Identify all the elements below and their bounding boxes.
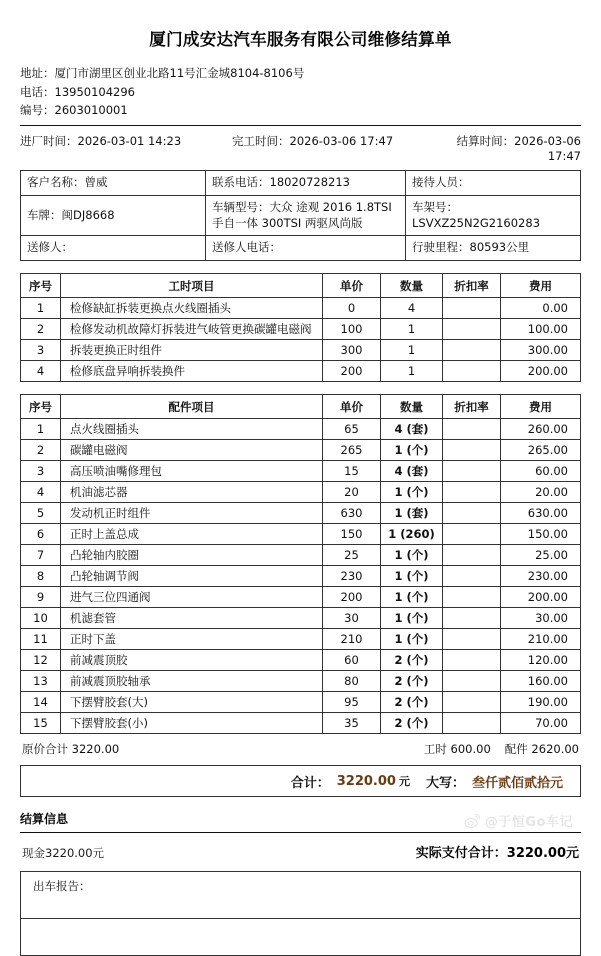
cell-name: 正时上盖总成: [61, 524, 323, 545]
cell-idx: 4: [21, 482, 61, 503]
mileage-value: 80593公里: [469, 240, 530, 255]
table-row: [21, 461, 581, 482]
cell-idx: 15: [21, 713, 61, 734]
cell-discount: [443, 340, 501, 361]
sender-label: 送修人：: [27, 240, 73, 255]
watermark: [464, 811, 573, 830]
address-value: 厦门市湖里区创业北路11号汇金城8104-8106号: [54, 66, 305, 80]
cell-discount: [443, 419, 501, 440]
table-row: [21, 713, 581, 734]
cell-fee: 100.00: [501, 319, 581, 340]
cell-idx: 11: [21, 629, 61, 650]
amount-in-words-label: 大写：: [425, 775, 465, 791]
plate-cell: [21, 195, 206, 236]
mileage-label: 行驶里程：: [412, 240, 470, 255]
cell-qty: 4 (套): [381, 461, 443, 482]
cell-qty: 1 (个): [381, 566, 443, 587]
cell-unit-price: 30: [323, 608, 381, 629]
cell-unit-price: 65: [323, 419, 381, 440]
cell-unit-price: 210: [323, 629, 381, 650]
parts-th-unit: 单价: [323, 395, 381, 419]
cell-idx: 1: [21, 419, 61, 440]
contact-phone-value: 18020728213: [269, 174, 350, 189]
labor-table-body: [21, 298, 581, 382]
settle-time-value: 2026-03-06 17:47: [514, 133, 581, 163]
cell-unit-price: 265: [323, 440, 381, 461]
settlement-section-title: 结算信息: [20, 812, 69, 827]
cell-fee: 70.00: [501, 713, 581, 734]
organization-info: [20, 64, 581, 120]
cell-name: 下摆臂胶套(小): [61, 713, 323, 734]
settle-time: [432, 133, 581, 163]
cell-discount: [443, 440, 501, 461]
cell-idx: 4: [21, 361, 61, 382]
cell-name: 检修发动机故障灯拆装进气岐管更换碳罐电磁阀: [61, 319, 323, 340]
cell-fee: 20.00: [501, 482, 581, 503]
cell-unit-price: 25: [323, 545, 381, 566]
phone-value: 13950104296: [54, 84, 135, 99]
cell-name: 拆装更换正时组件: [61, 340, 323, 361]
page-title: 厦门成安达汽车服务有限公司维修结算单: [149, 30, 452, 49]
grand-total-value: 3220.00: [336, 773, 396, 789]
labor-subtotal: 工时 600.00: [423, 742, 491, 757]
cash-line: 现金3220.00元: [22, 846, 105, 861]
grand-total-box: [20, 765, 581, 797]
parts-th-disc: 折扣率: [443, 395, 501, 419]
parts-th-idx: 序号: [21, 395, 61, 419]
table-row: [21, 298, 581, 319]
cell-fee: 30.00: [501, 608, 581, 629]
done-time-label: 完工时间：: [232, 133, 290, 148]
cell-discount: [443, 692, 501, 713]
cell-name: 点火线圈插头: [61, 419, 323, 440]
address-label: 地址：: [20, 66, 55, 80]
cell-discount: [443, 629, 501, 650]
labor-items-table: [20, 273, 581, 382]
model-label: 车辆型号：: [212, 199, 270, 214]
cell-qty: 1 (套): [381, 503, 443, 524]
cell-fee: 230.00: [501, 566, 581, 587]
parts-header-row: [21, 395, 581, 419]
time-row: [20, 126, 581, 170]
cell-fee: 60.00: [501, 461, 581, 482]
phone-label: 电话：: [20, 84, 55, 99]
table-row: [21, 587, 581, 608]
labor-th-qty: 数量: [381, 274, 443, 298]
cell-idx: 12: [21, 650, 61, 671]
cell-discount: [443, 503, 501, 524]
cell-qty: 1 (个): [381, 587, 443, 608]
cell-qty: 2 (个): [381, 650, 443, 671]
model-value: 大众 途观 2016 1.8TSI 手自一体 300TSI 两驱风尚版: [212, 199, 392, 230]
table-row: [21, 361, 581, 382]
cell-idx: 13: [21, 671, 61, 692]
settle-time-label: 结算时间：: [456, 133, 515, 148]
contact-phone-cell: [206, 170, 406, 195]
cell-discount: [443, 361, 501, 382]
cell-name: 正时下盖: [61, 629, 323, 650]
cell-qty: 1 (个): [381, 545, 443, 566]
cell-fee: 160.00: [501, 671, 581, 692]
cell-name: 高压喷油嘴修理包: [61, 461, 323, 482]
subtotal-row: [20, 734, 581, 765]
weibo-logo-icon: [464, 812, 481, 829]
vehicle-info-table: [20, 170, 581, 261]
sender-phone-cell: [206, 236, 406, 261]
cell-qty: 2 (个): [381, 671, 443, 692]
cell-idx: 3: [21, 461, 61, 482]
mileage-cell: [406, 236, 581, 261]
cell-unit-price: 200: [323, 361, 381, 382]
cell-unit-price: 95: [323, 692, 381, 713]
info-row-vehicle: [21, 195, 581, 236]
table-row: [21, 671, 581, 692]
cell-unit-price: 100: [323, 319, 381, 340]
model-cell: [206, 195, 406, 236]
table-row: [21, 608, 581, 629]
dispatch-report-box: [20, 871, 581, 919]
info-row-customer: [21, 170, 581, 195]
cell-qty: 4: [381, 298, 443, 319]
table-row: [21, 524, 581, 545]
cell-fee: 200.00: [501, 587, 581, 608]
table-row: [21, 419, 581, 440]
table-row: [21, 566, 581, 587]
cell-fee: 300.00: [501, 340, 581, 361]
cell-fee: 0.00: [501, 298, 581, 319]
cell-fee: 150.00: [501, 524, 581, 545]
done-time: [232, 133, 432, 163]
cell-unit-price: 80: [323, 671, 381, 692]
table-row: [21, 545, 581, 566]
cell-idx: 7: [21, 545, 61, 566]
plate-label: 车牌：: [27, 207, 62, 222]
cell-qty: 1: [381, 340, 443, 361]
cell-discount: [443, 524, 501, 545]
cell-discount: [443, 482, 501, 503]
sender-cell: [21, 236, 206, 261]
cell-unit-price: 200: [323, 587, 381, 608]
cell-discount: [443, 461, 501, 482]
info-row-sender: [21, 236, 581, 261]
table-row: [21, 503, 581, 524]
cell-idx: 10: [21, 608, 61, 629]
table-row: [21, 650, 581, 671]
cell-unit-price: 35: [323, 713, 381, 734]
table-row: [21, 440, 581, 461]
plate-value: 闽DJ8668: [61, 207, 115, 222]
table-row: [21, 629, 581, 650]
labor-header-row: [21, 274, 581, 298]
cell-name: 凸轮轴内胶圈: [61, 545, 323, 566]
cell-discount: [443, 298, 501, 319]
vin-label: 车架号：: [412, 199, 458, 214]
receptionist-label: 接待人员：: [412, 174, 470, 189]
cell-qty: 1 (个): [381, 629, 443, 650]
cell-qty: 4 (套): [381, 419, 443, 440]
cell-idx: 2: [21, 319, 61, 340]
cell-unit-price: 0: [323, 298, 381, 319]
cell-unit-price: 20: [323, 482, 381, 503]
cell-qty: 1: [381, 361, 443, 382]
receptionist-cell: [406, 170, 581, 195]
cell-unit-price: 630: [323, 503, 381, 524]
actual-paid-label: 实际支付合计：: [415, 846, 507, 862]
cell-fee: 630.00: [501, 503, 581, 524]
done-time-value: 2026-03-06 17:47: [289, 133, 394, 148]
customer-cell: [21, 170, 206, 195]
cell-unit-price: 15: [323, 461, 381, 482]
cell-unit-price: 60: [323, 650, 381, 671]
contact-phone-label: 联系电话：: [212, 174, 270, 189]
parts-th-qty: 数量: [381, 395, 443, 419]
cell-qty: 2 (个): [381, 692, 443, 713]
cell-fee: 265.00: [501, 440, 581, 461]
cell-name: 碳罐电磁阀: [61, 440, 323, 461]
cell-idx: 2: [21, 440, 61, 461]
customer-value: 曾威: [84, 174, 108, 189]
phone-line: [20, 83, 581, 102]
cell-name: 前减震顶胶轴承: [61, 671, 323, 692]
cell-idx: 8: [21, 566, 61, 587]
in-time-value: 2026-03-01 14:23: [77, 133, 182, 148]
cell-name: 下摆臂胶套(大): [61, 692, 323, 713]
cell-fee: 25.00: [501, 545, 581, 566]
cell-discount: [443, 671, 501, 692]
cell-discount: [443, 608, 501, 629]
cell-qty: 1 (个): [381, 440, 443, 461]
table-row: [21, 692, 581, 713]
labor-th-fee: 费用: [501, 274, 581, 298]
cell-idx: 9: [21, 587, 61, 608]
number-line: [20, 101, 581, 120]
table-row: [21, 482, 581, 503]
cell-name: 进气三位四通阀: [61, 587, 323, 608]
parts-th-fee: 费用: [501, 395, 581, 419]
cell-unit-price: 150: [323, 524, 381, 545]
labor-th-name: 工时项目: [61, 274, 323, 298]
cell-discount: [443, 319, 501, 340]
cell-fee: 200.00: [501, 361, 581, 382]
cell-qty: 1 (个): [381, 608, 443, 629]
cell-name: 检修缺缸拆装更换点火线圈插头: [61, 298, 323, 319]
actual-paid: [416, 842, 579, 861]
parts-table-body: [21, 419, 581, 734]
in-time: [20, 133, 232, 163]
customer-label: 客户名称：: [27, 174, 85, 189]
labor-th-unit: 单价: [323, 274, 381, 298]
subtotal-breakdown: [410, 741, 579, 757]
vin-cell: [406, 195, 581, 236]
currency-unit: 元: [398, 775, 410, 789]
cell-qty: 1 (个): [381, 482, 443, 503]
cell-qty: 1 (260): [381, 524, 443, 545]
dispatch-report-label: 出车报告：: [33, 879, 91, 894]
cell-idx: 5: [21, 503, 61, 524]
table-row: [21, 319, 581, 340]
original-total: 原价合计 3220.00: [22, 742, 120, 757]
parts-th-name: 配件项目: [61, 395, 323, 419]
cell-discount: [443, 650, 501, 671]
address-line: [20, 64, 581, 83]
cell-unit-price: 230: [323, 566, 381, 587]
cell-name: 发动机正时组件: [61, 503, 323, 524]
cell-idx: 14: [21, 692, 61, 713]
in-time-label: 进厂时间：: [20, 133, 78, 148]
cell-name: 检修底盘异响拆装换件: [61, 361, 323, 382]
grand-total-label: 合计：: [290, 775, 330, 791]
number-value: 2603010001: [54, 103, 128, 118]
cell-discount: [443, 587, 501, 608]
cell-idx: 3: [21, 340, 61, 361]
cell-name: 凸轮轴调节阀: [61, 566, 323, 587]
cell-discount: [443, 545, 501, 566]
labor-th-disc: 折扣率: [443, 274, 501, 298]
cell-fee: 210.00: [501, 629, 581, 650]
cell-idx: 6: [21, 524, 61, 545]
settlement-row: [20, 833, 581, 871]
cell-fee: 190.00: [501, 692, 581, 713]
labor-th-idx: 序号: [21, 274, 61, 298]
signature-area: [20, 919, 581, 956]
parts-items-table: [20, 394, 581, 734]
cell-discount: [443, 566, 501, 587]
amount-in-words-value: 叁仟贰佰贰拾元: [471, 775, 563, 791]
number-label: 编号：: [20, 103, 55, 118]
cell-discount: [443, 713, 501, 734]
watermark-text: @于恒Go车记: [484, 815, 573, 830]
cell-fee: 120.00: [501, 650, 581, 671]
cell-qty: 2 (个): [381, 713, 443, 734]
cell-fee: 260.00: [501, 419, 581, 440]
vin-value: LSVXZ25N2G2160283: [412, 215, 541, 230]
sender-phone-label: 送修人电话：: [212, 240, 281, 255]
cell-unit-price: 300: [323, 340, 381, 361]
parts-subtotal: 配件 2620.00: [504, 742, 579, 757]
table-row: [21, 340, 581, 361]
actual-paid-value: 3220.00元: [506, 846, 579, 862]
cell-name: 前减震顶胶: [61, 650, 323, 671]
cell-qty: 1: [381, 319, 443, 340]
cell-name: 机油滤芯器: [61, 482, 323, 503]
cell-name: 机滤套管: [61, 608, 323, 629]
cell-idx: 1: [21, 298, 61, 319]
